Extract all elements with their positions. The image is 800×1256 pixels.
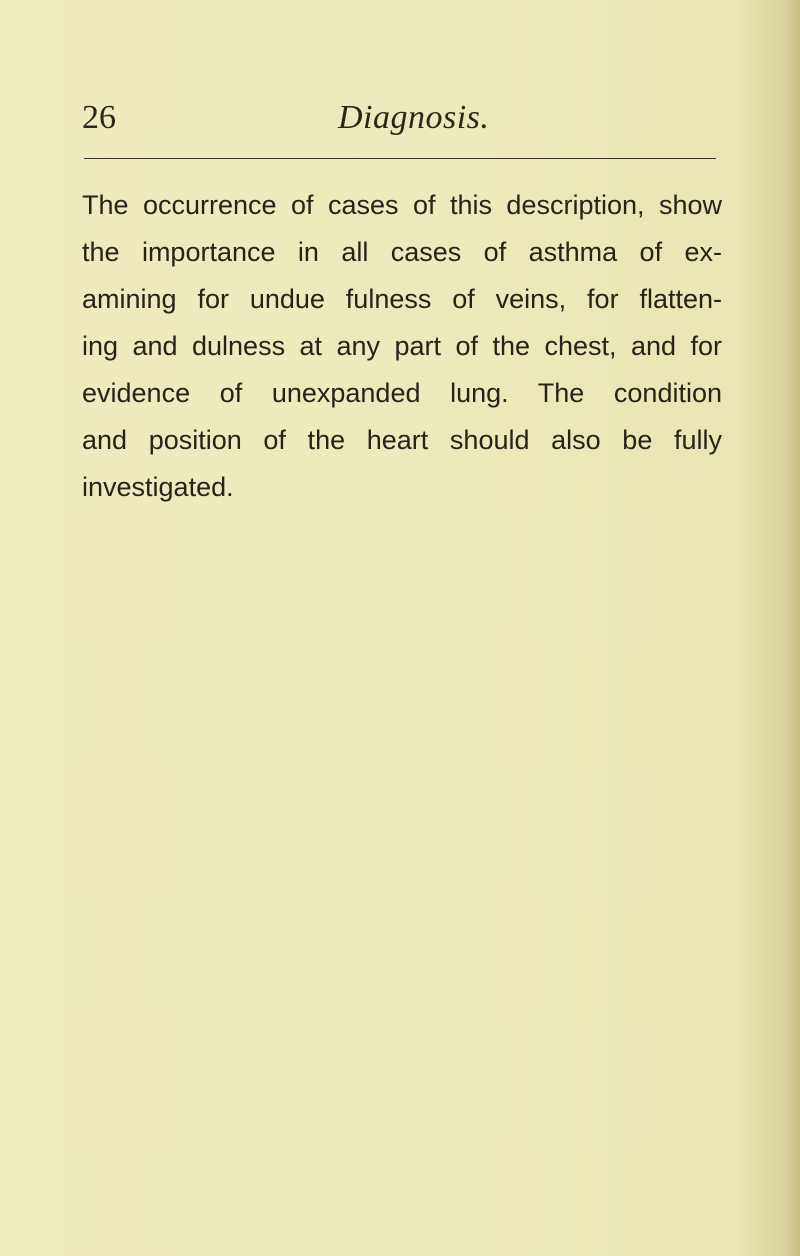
page-number: 26 <box>82 99 116 136</box>
text-line: and position of the heart should also be fully <box>82 425 722 455</box>
text-line: ing and dulness at any part of the chest, and for <box>82 331 722 361</box>
text-line: The occurrence of cases of this description, show <box>82 190 722 220</box>
body-paragraph <box>82 182 722 511</box>
text-line: the importance in all cases of asthma of ex- <box>82 237 722 267</box>
text-line: amining for undue fulness of veins, for flatten- <box>82 284 722 314</box>
running-head <box>82 96 722 146</box>
page-edge-shadow <box>786 0 800 1256</box>
text-line: investigated. <box>82 472 234 502</box>
header-rule <box>84 158 716 159</box>
running-title: Diagnosis. <box>338 99 490 136</box>
text-line: evidence of unexpanded lung. The condition <box>82 378 722 408</box>
